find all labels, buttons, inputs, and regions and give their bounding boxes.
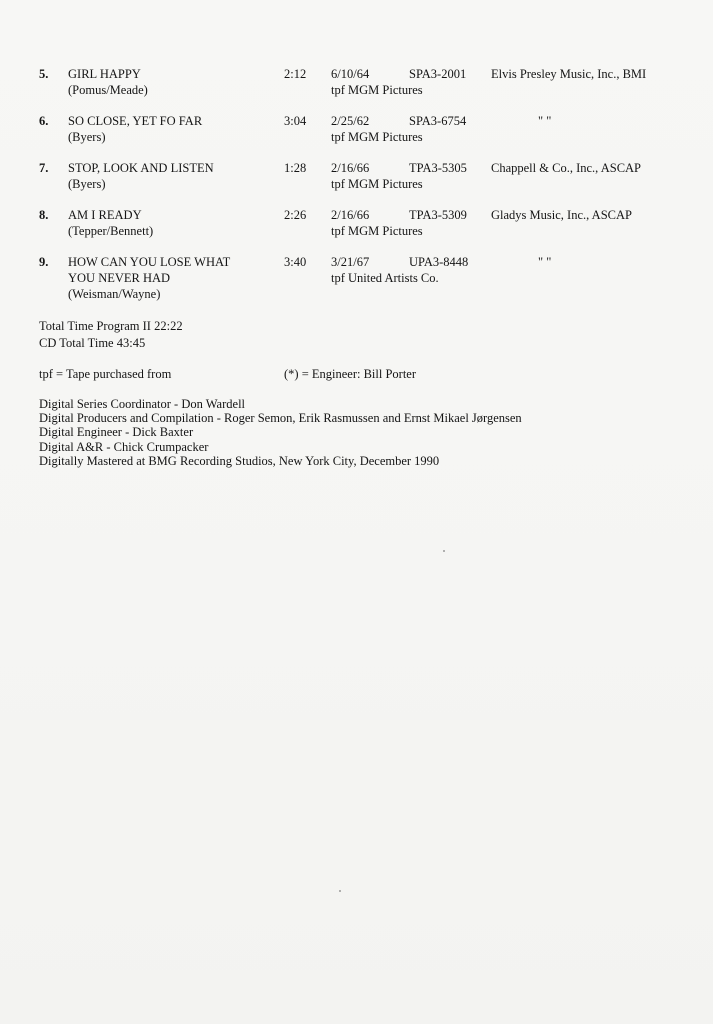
track-date: 6/10/64 bbox=[331, 67, 370, 81]
track-title: SO CLOSE, YET FO FAR bbox=[68, 114, 203, 128]
track-title-block bbox=[68, 160, 273, 192]
track-title: STOP, LOOK AND LISTEN bbox=[68, 161, 214, 175]
track-catalog: SPA3-2001 bbox=[409, 67, 467, 81]
track-publisher: Gladys Music, Inc., ASCAP bbox=[491, 208, 632, 222]
track-number: 5. bbox=[39, 67, 49, 81]
credit-line: Digital A&R - Chick Crumpacker bbox=[39, 439, 209, 454]
track-date: 2/16/66 bbox=[331, 208, 370, 222]
track-title-block bbox=[68, 207, 273, 239]
total-time-program: Total Time Program II 22:22 bbox=[39, 319, 183, 333]
track-duration: 1:28 bbox=[284, 161, 307, 175]
total-time-summary bbox=[39, 318, 183, 351]
track-catalog: TPA3-5309 bbox=[409, 208, 467, 222]
track-title: HOW CAN YOU LOSE WHAT YOU NEVER HAD bbox=[68, 255, 231, 286]
track-duration: 2:12 bbox=[284, 67, 307, 81]
track-publisher: Elvis Presley Music, Inc., BMI bbox=[491, 67, 647, 81]
track-number: 6. bbox=[39, 114, 49, 128]
track-publisher: Chappell & Co., Inc., ASCAP bbox=[491, 161, 642, 175]
credit-line: Digital Producers and Compilation - Roger Semon, Erik Rasmussen and Ernst Mikael Jørgensen bbox=[39, 411, 522, 426]
track-catalog: UPA3-8448 bbox=[409, 255, 469, 269]
scan-speck bbox=[339, 890, 341, 892]
track-number: 7. bbox=[39, 161, 49, 175]
track-catalog: TPA3-5305 bbox=[409, 161, 467, 175]
tpf-legend: tpf = Tape purchased from bbox=[39, 367, 172, 381]
track-writers: (Pomus/Meade) bbox=[68, 83, 148, 98]
track-number: 8. bbox=[39, 208, 49, 222]
track-writers: (Byers) bbox=[68, 130, 106, 145]
track-title: GIRL HAPPY bbox=[68, 67, 141, 81]
track-date: 2/25/62 bbox=[331, 114, 370, 128]
track-title: AM I READY bbox=[68, 208, 142, 222]
track-source: tpf MGM Pictures bbox=[331, 224, 423, 239]
track-title-block bbox=[68, 254, 258, 303]
track-duration: 2:26 bbox=[284, 208, 307, 222]
credit-line: Digitally Mastered at BMG Recording Studios, New York City, December 1990 bbox=[39, 453, 440, 468]
track-title-block bbox=[68, 113, 273, 145]
track-publisher-ditto: " " bbox=[538, 114, 552, 128]
track-date: 3/21/67 bbox=[331, 255, 370, 269]
track-date: 2/16/66 bbox=[331, 161, 370, 175]
track-catalog: SPA3-6754 bbox=[409, 114, 467, 128]
track-publisher-ditto: " " bbox=[538, 255, 552, 269]
track-source: tpf MGM Pictures bbox=[331, 83, 423, 98]
track-source: tpf United Artists Co. bbox=[331, 271, 439, 286]
digital-credits bbox=[39, 397, 522, 468]
credit-line: Digital Engineer - Dick Baxter bbox=[39, 425, 194, 440]
engineer-legend: (*) = Engineer: Bill Porter bbox=[284, 367, 417, 381]
track-duration: 3:40 bbox=[284, 255, 307, 269]
scan-speck bbox=[443, 550, 445, 552]
credit-line: Digital Series Coordinator - Don Wardell bbox=[39, 397, 246, 411]
track-duration: 3:04 bbox=[284, 114, 307, 128]
track-number: 9. bbox=[39, 255, 49, 269]
track-source: tpf MGM Pictures bbox=[331, 177, 423, 192]
track-writers: (Byers) bbox=[68, 177, 106, 192]
cd-total-time: CD Total Time 43:45 bbox=[39, 335, 146, 350]
track-writers: (Tepper/Bennett) bbox=[68, 224, 154, 239]
track-writers: (Weisman/Wayne) bbox=[68, 287, 161, 302]
track-title-block bbox=[68, 66, 273, 98]
track-source: tpf MGM Pictures bbox=[331, 130, 423, 145]
